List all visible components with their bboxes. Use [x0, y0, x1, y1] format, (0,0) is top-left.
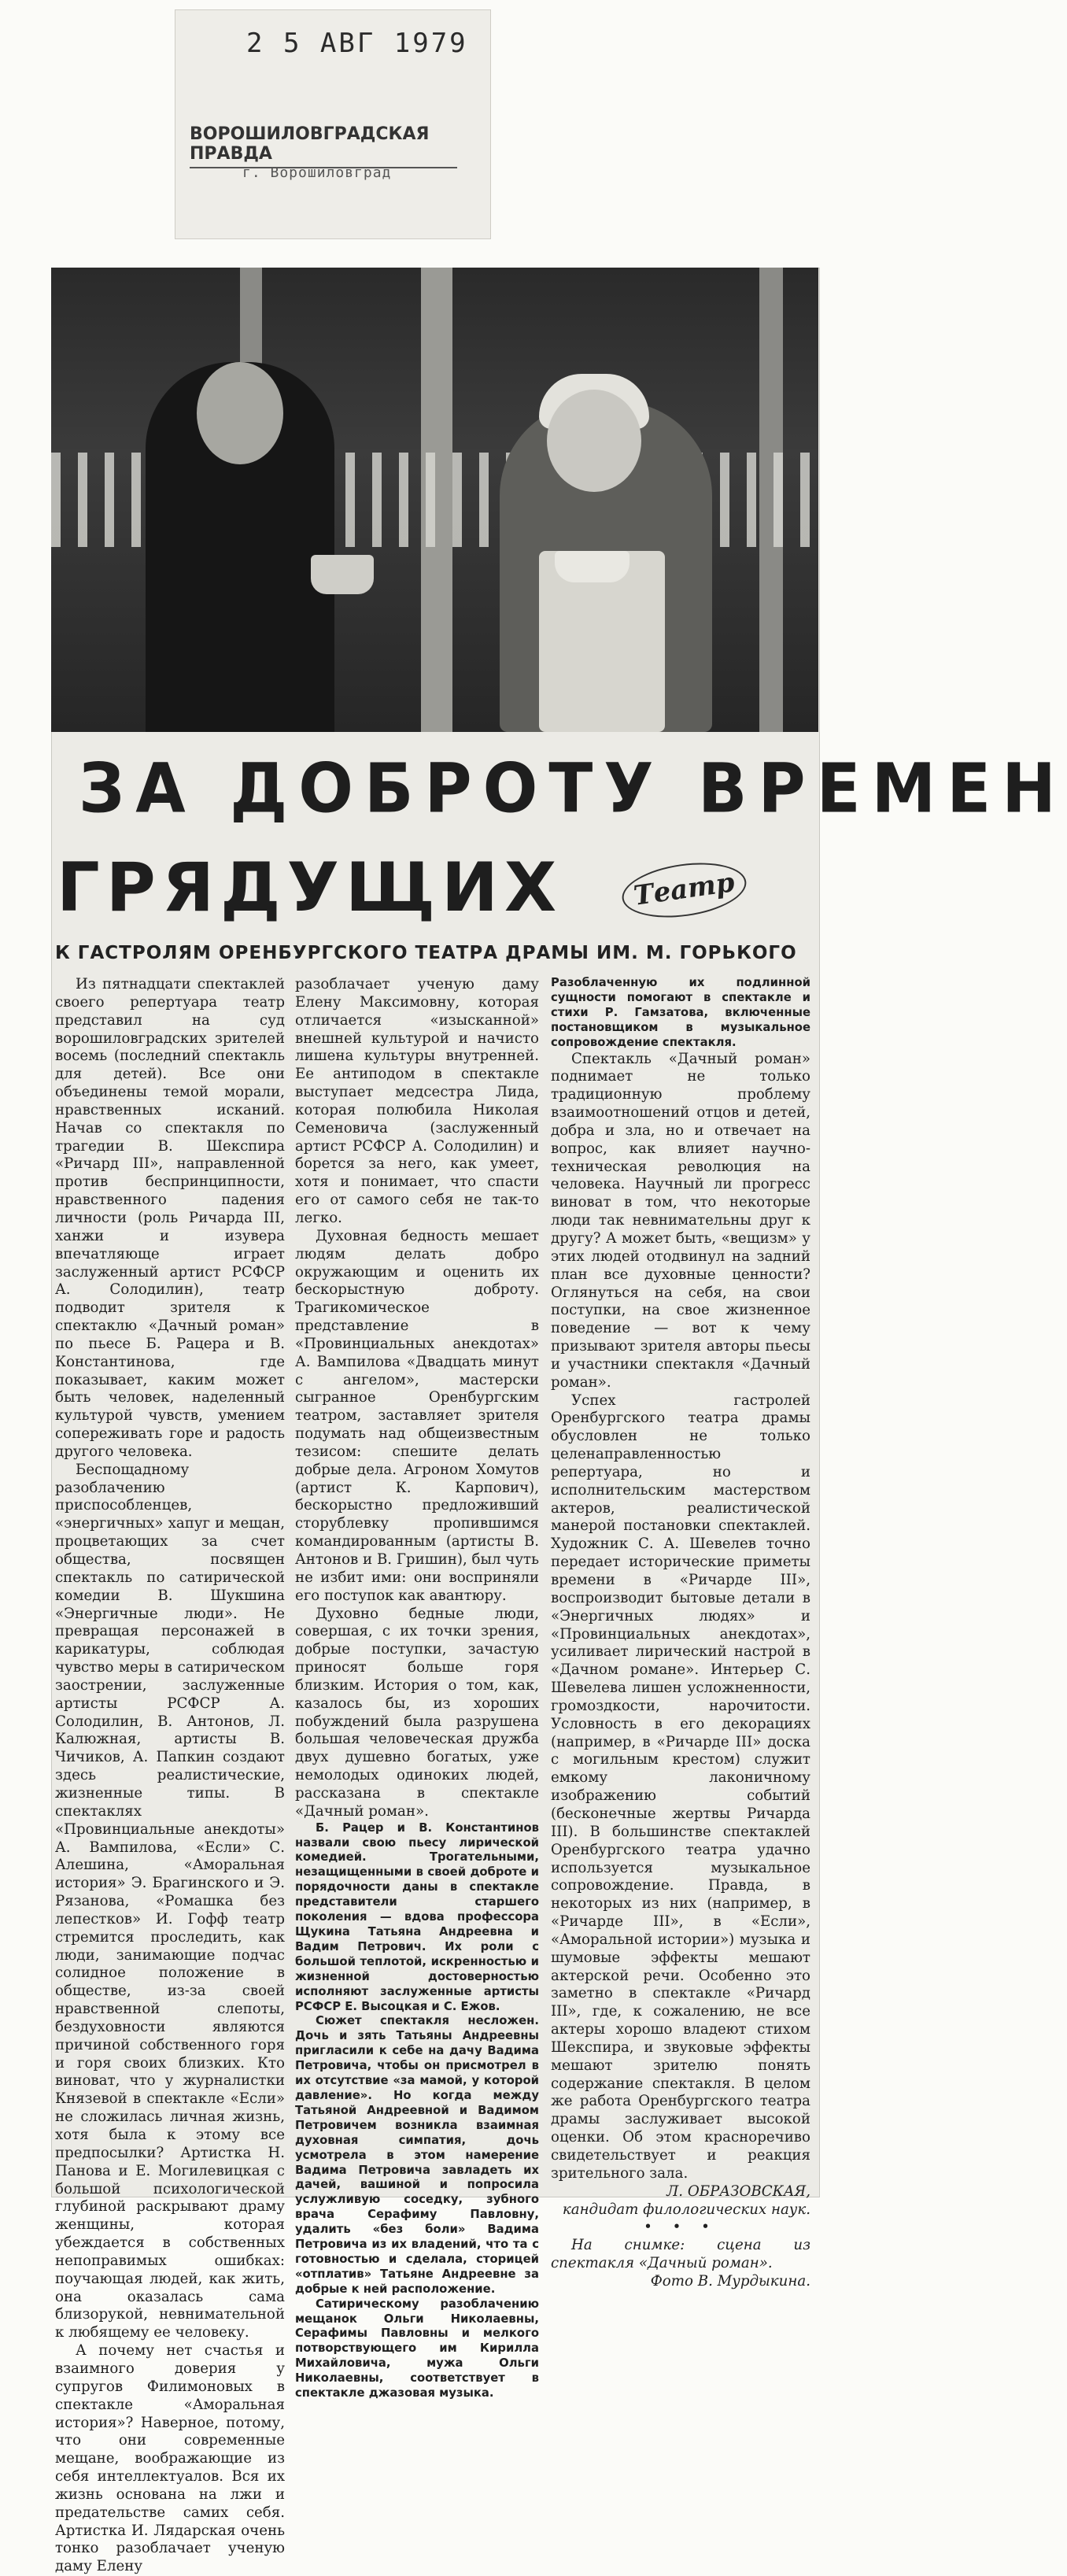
paragraph: Духовная бедность мешает людям делать добро окружающим и оценить их бескорыстную доброту. Трагикомическое представление в «Провинциальных анекдотах» А. Вампилова «Двадцать минут с ангелом», мастерски сыгранное Оренбургским театром, заставляет зрителя подумать над общеизвестным тезисом: спешите делать добрые дела. Агроном Хомутов (артист К. Карпович), бескорыстно предложивший сторублевку пропившимся командированным (артисты В. Антонов и В. Гришин), был чуть не избит ими: они восприняли его поступок как авантюру. — [295, 1227, 539, 1604]
paragraph-bold: Б. Рацер и В. Константинов назвали свою пьесу лирической комедией. Трогательными, незащищенными в своей доброте и порядочности даны в спектакле представители старшего поколения — вдова профессора Щукина Татьяна Андреевна и Вадим Петрович. Их роли с большой теплотой, искренностью и жизненной достоверностью исполняют заслуженные артисты РСФСР Е. Высоцкая и С. Ежов. — [295, 1820, 539, 2013]
paragraph: Беспощадному разоблачению приспособленцев, «энергичных» хапуг и мещан, процветающих за счет общества, посвящен спектакль по сатирической комедии В. Шукшина «Энергичные люди». Не превращая персонажей в карикатуры, соблюдая чувство меры в сатирическом заострении, заслуженные артисты РСФСР А. Солодилин, В. Антонов, Л. Калюжная, артисты В. Чичиков, А. Папкин создают здесь реалистические, жизненные типы. В спектаклях «Провинциальные анекдоты» А. Вампилова, «Если» С. Алешина, «Аморальная история» Э. Брагинского и Э. Рязанова, «Ромашка без лепестков» И. Гофф театр стремится проследить, как люди, занимающие подчас солидное положение в обществе, из-за своей нравственной слепоты, бездуховности являются причиной собственного горя и горя своих близких. Кто виноват, что у журналистки Князевой в спектакле «Если» не сложилась личная жизнь, хотя была к этому все предпосылки? Артистка Н. Панова и Е. Могилевицкая с большой психологической глубиной раскрывают драму женщины, которая убеждается в собственных непоправимых ошибках: поучающая людей, как жить, она оказалась сама близорукой, невнимательной к любящему ее человеку. — [55, 1461, 285, 2341]
headline-line-2: ГРЯДУЩИХ — [57, 848, 563, 927]
date-stamp — [175, 9, 491, 239]
paragraph: Успех гастролей Оренбургского театра драмы обусловлен не только целенаправленностью репертуара, но и исполнительским мастерством актеров, реалистической манерой постановки спектаклей. Художник С. А. Шевелев точно передает исторические приметы времени в «Ричарде III», воспроизводит бытовые детали в «Энергичных людях» и «Провинциальных анекдотах», усиливает лирический настрой в «Дачном романе». Интерьер С. Шевелева лишен усложненности, громоздкости, нарочитости. Условность в его декорациях (например, в «Ричарде III» доска с могильным крестом) служит емкому лаконичному изображению событий (бесконечные жертвы Ричарда III). В большинстве спектаклей Оренбургского театра удачно используется музыкальное сопровождение. Правда, в некоторых из них (например, в «Ричарде III», в «Если», «Аморальной истории») музыка и шумовые эффекты мешают актерской речи. Особенно это заметно в спектакле «Ричард III», где, к сожалению, не все актеры хорошо владеют стихом Шекспира, и звуковые эффекты мешают зрителю понять содержание спектакля. В целом же работа Оренбургского театра драмы заслуживает высокой оценки. Об этом красноречиво свидетельствует и реакция зрительного зала. — [551, 1391, 810, 2182]
cup — [311, 555, 374, 594]
photo-credit: Фото В. Мурдыкина. — [650, 2272, 810, 2290]
separator-dots: • • • — [644, 2219, 718, 2236]
article-column-2 — [295, 976, 539, 2401]
paragraph-bold: Сатирическому разоблачению мещанок Ольги Николаевны, Серафимы Павловны и мелкого потворствующего им Кирилла Михайловича, мужа Ольги Николаевны, соответствует в спектакле джазовая музыка. — [295, 2297, 539, 2400]
photo-caption: На снимке: сцена из спектакля «Дачный роман». — [551, 2237, 810, 2272]
stamp-newspaper-name: ВОРОШИЛОВГРАДСКАЯ ПРАВДА — [190, 124, 457, 168]
headline-line-1: ЗА ДОБРОТУ ВРЕМЕН — [79, 749, 1067, 829]
paragraph-bold: Разоблаченную их подлинной сущности помогают в спектакле и стихи Р. Гамзатова, включенные постановщиком в музыкальное сопровождение спектакля. — [551, 976, 810, 1049]
article-column-3 — [551, 976, 810, 2291]
stamp-date: 2 5 АВГ 1979 — [246, 28, 468, 59]
theatre-logo-icon: Театр — [618, 856, 750, 924]
subheadline: К ГАСТРОЛЯМ ОРЕНБУРГСКОГО ТЕАТРА ДРАМЫ ИМ. М. ГОРЬКОГО — [55, 943, 797, 963]
actress-woman-head — [547, 390, 641, 492]
actor-man-head — [197, 362, 283, 464]
author-name: Л. ОБРАЗОВСКАЯ, — [666, 2182, 810, 2200]
author-title: кандидат филологических наук. — [562, 2201, 810, 2218]
bowl — [555, 551, 629, 582]
stamp-city: г. Ворошиловград — [242, 164, 392, 181]
paragraph: разоблачает ученую даму Елену Максимовну, которая отличается «изысканной» внешней культурой и начисто лишена культуры внутренней. Ее антиподом в спектакле выступает медсестра Лида, которая полюбила Николая Семеновича (заслуженный артист РСФСР А. Солодилин) и борется за него, как умеет, хотя и понимает, что спасти его от самого себя не так-то легко. — [295, 976, 539, 1226]
photo-actors-icon — [51, 268, 818, 732]
paragraph-bold: Сюжет спектакля несложен. Дочь и зять Татьяны Андреевны пригласили к себе на дачу Вадима Петровича, чтобы он присмотрел в их отсутствие «за мамой, у которой давление». Но когда между Татьяной Андреевной и Вадимом Петровичем возникла взаимная духовная симпатия, дочь усмотрела в этом намерение Вадима Петровича завладеть их дачей, вашиной и попросила услужливую соседку, зубного врача Серафиму Павловну, удалить «без боли» Вадима Петровича из их владений, что та с готовностью и сделала, сторицей «отплатив» Татьяне Андреевне за добрые к ней расположение. — [295, 2014, 539, 2296]
paragraph: Духовно бедные люди, совершая, с их точки зрения, добрые поступки, зачастую приносят больше горя близким. История о том, как, казалось бы, из хороших побуждений была разрушена большая человеческая дружба двух душевно богатых, уже немолодых одиноких людей, рассказана в спектакле «Дачный роман». — [295, 1605, 539, 1820]
paragraph: А почему нет счастья и взаимного доверия у супругов Филимоновых в спектакле «Аморальная история»? Наверное, потому, что они современные мещане, воображающие из себя интеллектуалов. Вся их жизнь основана на лжи и предательстве самих себя. Артистка И. Лядарская очень тонко разоблачает ученую даму Елену — [55, 2342, 285, 2575]
paragraph: Спектакль «Дачный роман» поднимает не только традиционную проблему взаимоотношений отцов и детей, добра и зла, но и отвечает на вопрос, как влияет научно-техническая революция на человека. Научный ли прогресс виноват в том, что некоторые люди так невнимательны друг к другу? А может быть, «вещизм» у этих людей отодвинул на задний план все духовные ценности? Оглянуться на себя, на свои поступки, на свое жизненное поведение — вот к чему призывают зрителя авторы пьесы и участники спектакля «Дачный роман». — [551, 1050, 810, 1391]
paragraph: Из пятнадцати спектаклей своего репертуара театр представил на суд ворошиловградских зрителей восемь (последний спектакль для детей). Все они объединены темой морали, нравственных исканий. Начав со спектакля по трагедии В. Шекспира «Ричард III», направленной против беспринципности, нравственного падения личности (роль Ричарда III, ханжи и изувера впечатляюще играет заслуженный артист РСФСР А. Солодилин), театр подводит зрителя к спектаклю «Дачный роман» по пьесе Б. Рацера и В. Константинова, где показывает, каким может быть человек, наделенный культурой чувств, умением сопереживать горе и радость другого человека. — [55, 976, 285, 1460]
article-column-1 — [55, 976, 285, 2576]
